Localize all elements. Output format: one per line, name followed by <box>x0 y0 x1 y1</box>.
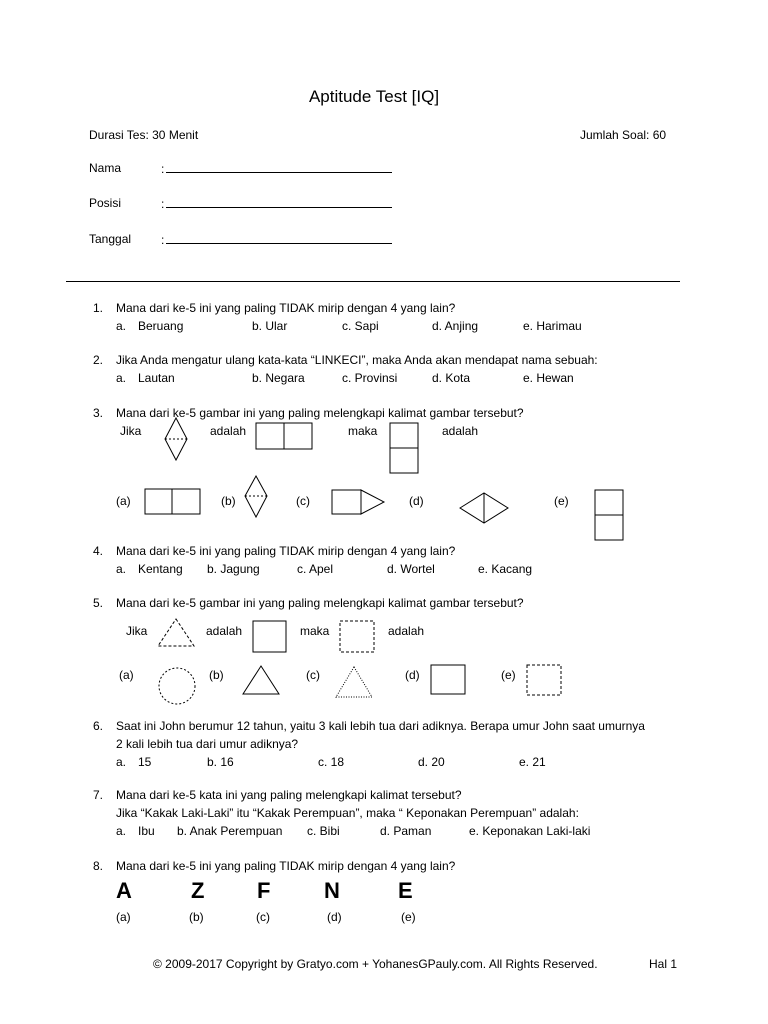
q7-option-a[interactable]: Ibu <box>138 824 155 838</box>
q4-option-d[interactable]: d. Wortel <box>387 562 435 576</box>
footer-copyright: © 2009-2017 Copyright by Gratyo.com + YohanesGPauly.com. All Rights Reserved. <box>153 957 598 971</box>
q8-letter-e: E <box>398 878 413 903</box>
page-title: Aptitude Test [IQ] <box>308 87 440 106</box>
q5-option-a-label[interactable]: (a) <box>119 668 134 682</box>
question-count: Jumlah Soal: 60 <box>580 128 667 142</box>
q7-option-c[interactable]: c. Bibi <box>307 824 340 838</box>
q1-option-a[interactable]: Beruang <box>138 319 184 333</box>
q7-text-line2: Jika “Kakak Laki-Laki” itu “Kakak Perempuan”, maka “ Keponakan Perempuan” adalah: <box>116 806 579 820</box>
q8-letter-a: A <box>116 878 132 903</box>
q8-option-c-label[interactable]: (c) <box>256 910 270 924</box>
q5-option-c-shape <box>336 667 372 697</box>
q2-number: 2. <box>93 353 104 367</box>
q6-option-e[interactable]: e. 21 <box>519 755 546 769</box>
q5-word-adalah: adalah <box>206 624 243 638</box>
q1-option-c[interactable]: c. Sapi <box>342 319 379 333</box>
q3-word-maka: maka <box>348 424 378 438</box>
q7-number: 7. <box>93 788 104 802</box>
q1-number: 1. <box>93 301 104 315</box>
q6-text-line2: 2 kali lebih tua dari umur adiknya? <box>116 737 299 751</box>
q1-option-b[interactable]: b. Ular <box>252 319 288 333</box>
position-field[interactable]: : <box>161 196 392 211</box>
q6-option-a[interactable]: 15 <box>138 755 152 769</box>
q3-option-d-shape <box>460 493 508 523</box>
q4-option-b[interactable]: b. Jagung <box>207 562 260 576</box>
q5-option-c-label[interactable]: (c) <box>306 668 320 682</box>
name-label: Nama <box>89 161 122 175</box>
q6-text: Saat ini John berumur 12 tahun, yaitu 3 kali lebih tua dari adiknya. Berapa umur John saat umurnya <box>116 719 645 733</box>
q3-stem-rect-vertical <box>390 423 418 473</box>
q2-option-b[interactable]: b. Negara <box>252 371 305 385</box>
q5-text: Mana dari ke-5 gambar ini yang paling melengkapi kalimat gambar tersebut? <box>116 596 524 610</box>
q5-word-maka: maka <box>300 624 330 638</box>
q3-number: 3. <box>93 406 104 420</box>
q4-option-a[interactable]: Kentang <box>138 562 183 576</box>
q6-option-b[interactable]: b. 16 <box>207 755 234 769</box>
q8-letter-z: Z <box>191 878 205 903</box>
q7-option-a-letter[interactable]: a. <box>116 824 127 838</box>
q7-option-e[interactable]: e. Keponakan Laki-laki <box>469 824 591 838</box>
q4-option-a-letter[interactable]: a. <box>116 562 127 576</box>
q8-option-d-label[interactable]: (d) <box>327 910 342 924</box>
q3-option-c-shape <box>332 490 384 514</box>
q2-option-e[interactable]: e. Hewan <box>523 371 574 385</box>
q8-text: Mana dari ke-5 ini yang paling TIDAK mirip dengan 4 yang lain? <box>116 859 456 873</box>
q3-option-a-shape <box>145 489 200 514</box>
q4-option-e[interactable]: e. Kacang <box>478 562 533 576</box>
q1-option-e[interactable]: e. Harimau <box>523 319 582 333</box>
q5-stem-square <box>253 621 286 652</box>
q3-option-c-label[interactable]: (c) <box>296 494 310 508</box>
footer-page-number: Hal 1 <box>649 957 678 971</box>
q8-letter-n: N <box>324 878 340 903</box>
q4-option-c[interactable]: c. Apel <box>297 562 334 576</box>
q8-option-e-label[interactable]: (e) <box>401 910 416 924</box>
q3-word-jika: Jika <box>120 424 142 438</box>
q8-letter-f: F <box>257 878 271 903</box>
q3-option-a-label[interactable]: (a) <box>116 494 131 508</box>
q5-option-a-shape <box>159 668 195 704</box>
q5-word-jika: Jika <box>126 624 148 638</box>
q5-number: 5. <box>93 596 104 610</box>
q3-word-adalah: adalah <box>210 424 247 438</box>
q3-option-b-label[interactable]: (b) <box>221 494 236 508</box>
q4-number: 4. <box>93 544 104 558</box>
q4-text: Mana dari ke-5 ini yang paling TIDAK mirip dengan 4 yang lain? <box>116 544 456 558</box>
q5-stem-dashed-triangle <box>158 619 194 646</box>
q3-option-d-label[interactable]: (d) <box>409 494 424 508</box>
q7-text: Mana dari ke-5 kata ini yang paling melengkapi kalimat tersebut? <box>116 788 462 802</box>
q6-number: 6. <box>93 719 104 733</box>
position-label: Posisi <box>89 196 122 210</box>
q5-option-d-label[interactable]: (d) <box>405 668 420 682</box>
q6-option-a-letter[interactable]: a. <box>116 755 127 769</box>
q3-option-b-shape <box>245 476 267 517</box>
q7-option-d[interactable]: d. Paman <box>380 824 432 838</box>
q5-stem-dashed-square <box>340 621 374 652</box>
q5-option-e-shape <box>527 665 561 695</box>
q3-option-e-label[interactable]: (e) <box>554 494 569 508</box>
q2-option-c[interactable]: c. Provinsi <box>342 371 398 385</box>
q8-number: 8. <box>93 859 104 873</box>
q2-option-d[interactable]: d. Kota <box>432 371 471 385</box>
q2-option-a[interactable]: Lautan <box>138 371 175 385</box>
q1-option-d[interactable]: d. Anjing <box>432 319 479 333</box>
q3-option-e-shape <box>595 490 623 540</box>
date-field[interactable]: : <box>161 232 392 247</box>
q3-stem-diamond <box>165 418 187 460</box>
duration-text: Durasi Tes: 30 Menit <box>89 128 199 142</box>
q8-option-a-label[interactable]: (a) <box>116 910 131 924</box>
q6-option-c[interactable]: c. 18 <box>318 755 345 769</box>
q5-word-adalah-2: adalah <box>388 624 425 638</box>
q8-option-b-label[interactable]: (b) <box>189 910 204 924</box>
q6-option-d[interactable]: d. 20 <box>418 755 445 769</box>
q1-option-a-letter[interactable]: a. <box>116 319 127 333</box>
q5-option-b-shape <box>243 666 279 694</box>
q5-option-e-label[interactable]: (e) <box>501 668 516 682</box>
q1-text: Mana dari ke-5 ini yang paling TIDAK mirip dengan 4 yang lain? <box>116 301 456 315</box>
q3-text: Mana dari ke-5 gambar ini yang paling melengkapi kalimat gambar tersebut? <box>116 406 524 420</box>
q5-option-d-shape <box>431 665 465 694</box>
name-field[interactable]: : <box>161 161 392 176</box>
q5-option-b-label[interactable]: (b) <box>209 668 224 682</box>
q7-option-b[interactable]: b. Anak Perempuan <box>177 824 283 838</box>
q3-stem-rect-horizontal <box>256 423 312 449</box>
q3-word-adalah-2: adalah <box>442 424 479 438</box>
date-label: Tanggal <box>89 232 132 246</box>
q2-text: Jika Anda mengatur ulang kata-kata “LINKECI”, maka Anda akan mendapat nama sebuah: <box>116 353 598 367</box>
q2-option-a-letter[interactable]: a. <box>116 371 127 385</box>
